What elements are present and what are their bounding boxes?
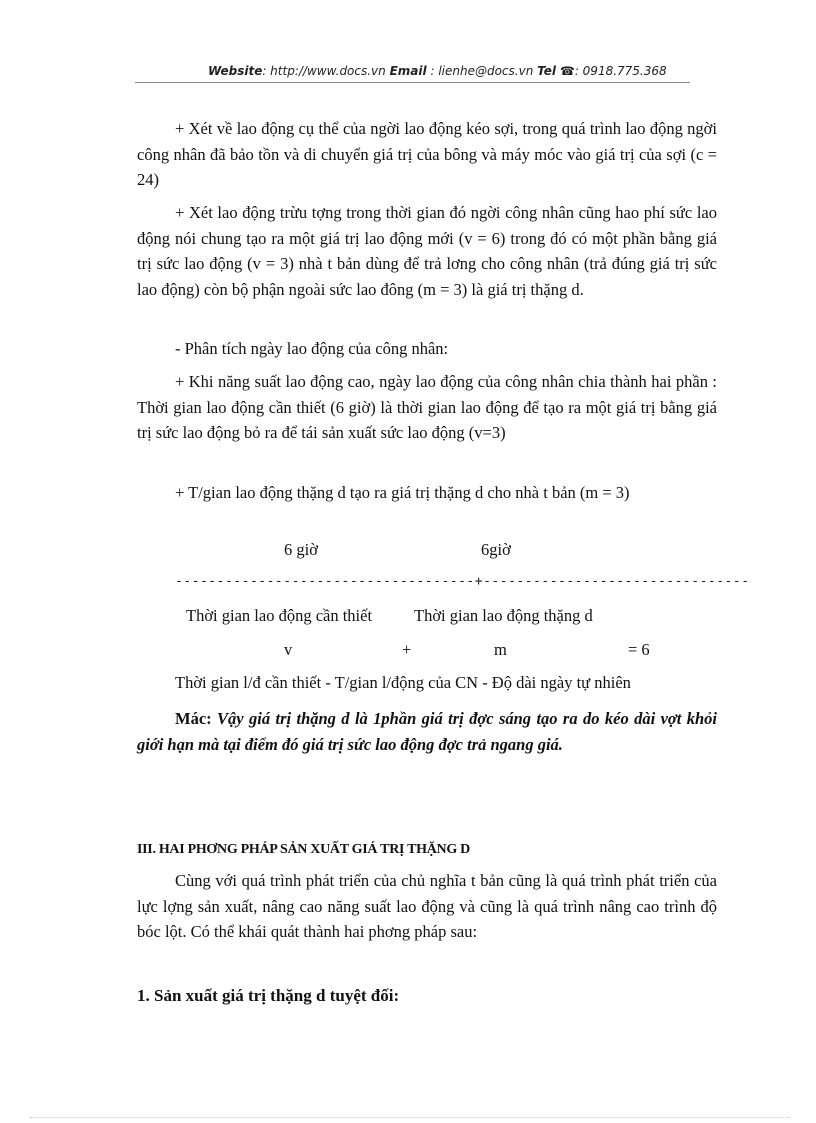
- email-label: Email: [389, 64, 427, 78]
- tel-value: : 0918.775.368: [574, 64, 667, 78]
- surplus-time-caption: Thời gian lao động thặng d: [414, 606, 593, 625]
- time-summary-line: Thời gian l/đ cần thiết - T/gian l/động của CN - Độ dài ngày tự nhiên: [175, 673, 631, 692]
- paragraph-abstract-labor: + Xét lao động trừu tợng trong thời gian đó ngời công nhân cũng hao phí sức lao động nói chung tạo ra một giá trị lao động mới (v = 6) trong đó có một phần bằng giá trị sức lao động (v = 3) nhà t bản dùng để trả lơng cho công nhân (trả đúng giá trị sức lao động) còn bộ phận ngoài sức lao đông (m = 3) là giá trị thặng d.: [137, 203, 717, 299]
- header-divider: [135, 82, 690, 83]
- paragraph-necessary-time: + Khi năng suất lao động cao, ngày lao động của công nhân chia thành hai phần : Thời gian lao động cần thiết (6 giờ) là thời gian lao động để tạo ra một giá trị bằng giá trị sức lao động bỏ ra để tái sản xuất sức lao động (v=3): [137, 372, 717, 442]
- page-header: [208, 64, 667, 78]
- right-hours-label: 6giờ: [481, 540, 511, 559]
- website-label: Website: [208, 64, 263, 78]
- plus-sign: +: [402, 640, 412, 659]
- paragraph-workday-analysis: - Phân tích ngày lao động của công nhân:: [175, 339, 449, 358]
- section-paragraph: Cùng với quá trình phát triển của chủ nghĩa t bản cũng là quá trình phát triển của lực lợng sản xuất, nâng cao năng suất lao động và cũng là quá trình nâng cao trình độ bóc lột. Có thể khái quát thành hai phơng pháp sau:: [137, 871, 717, 941]
- workday-timeline: ------------------------------------+--------------------------------: [175, 574, 750, 589]
- subheading-absolute-surplus: 1. Sản xuất giá trị thặng d tuyệt đối:: [137, 986, 400, 1005]
- tel-label: Tel: [537, 64, 557, 78]
- paragraph-concrete-labor: + Xét về lao động cụ thể của ngời lao động kéo sợi, trong quá trình lao động ngời công nhân đã bảo tồn và di chuyển giá trị của bông và máy móc vào giá trị của sợi (c = 24): [137, 119, 717, 189]
- footer-divider: [30, 1117, 790, 1118]
- conclusion-text: Vậy giá trị thặng d là 1phần giá trị đợc sáng tạo ra do kéo dài vợt khỏi giới hạn mà tại điểm đó giá trị sức lao động đợc trả ngang giá.: [137, 709, 717, 754]
- email-link[interactable]: : lienhe@docs.vn: [430, 64, 534, 78]
- website-link[interactable]: : http://www.docs.vn: [262, 64, 386, 78]
- left-hours-label: 6 giờ: [284, 540, 318, 559]
- section-heading: III. HAI PHƠNG PHÁP SẢN XUẤT GIÁ TRỊ THẶNG D: [137, 842, 470, 857]
- variable-m: m: [494, 640, 507, 659]
- phone-icon: ☎: [559, 64, 575, 78]
- conclusion-label: Mác:: [175, 709, 212, 728]
- variable-v: v: [284, 640, 293, 659]
- equals-total: = 6: [628, 640, 650, 659]
- paragraph-surplus-time: + T/gian lao động thặng d tạo ra giá trị thặng d cho nhà t bản (m = 3): [175, 483, 630, 502]
- necessary-time-caption: Thời gian lao động cần thiết: [186, 606, 373, 625]
- marx-conclusion: [137, 706, 717, 757]
